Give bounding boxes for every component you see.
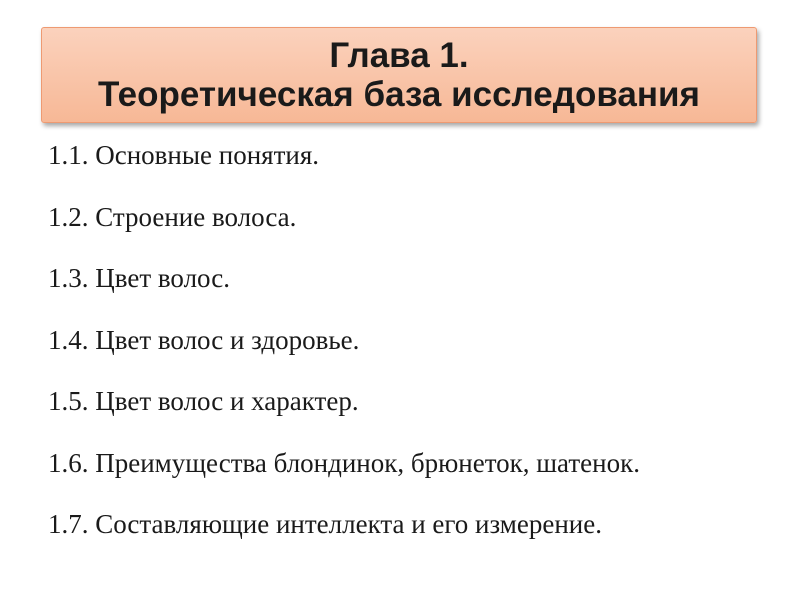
- table-of-contents: [48, 140, 640, 571]
- toc-item-1-7: 1.7. Составляющие интеллекта и его измерение.: [48, 509, 602, 539]
- toc-item-1-3: 1.3. Цвет волос.: [48, 263, 230, 293]
- chapter-number: Глава 1.: [329, 36, 469, 75]
- chapter-title: Теоретическая база исследования: [98, 75, 700, 114]
- toc-item-1-1: 1.1. Основные понятия.: [48, 140, 319, 170]
- chapter-title-box: [41, 27, 757, 123]
- toc-item-1-6: 1.6. Преимущества блондинок, брюнеток, шатенок.: [48, 447, 640, 478]
- toc-item-1-5: 1.5. Цвет волос и характер.: [48, 386, 359, 416]
- toc-item-1-4: 1.4. Цвет волос и здоровье.: [48, 324, 360, 355]
- toc-item-1-2: 1.2. Строение волоса.: [48, 201, 297, 232]
